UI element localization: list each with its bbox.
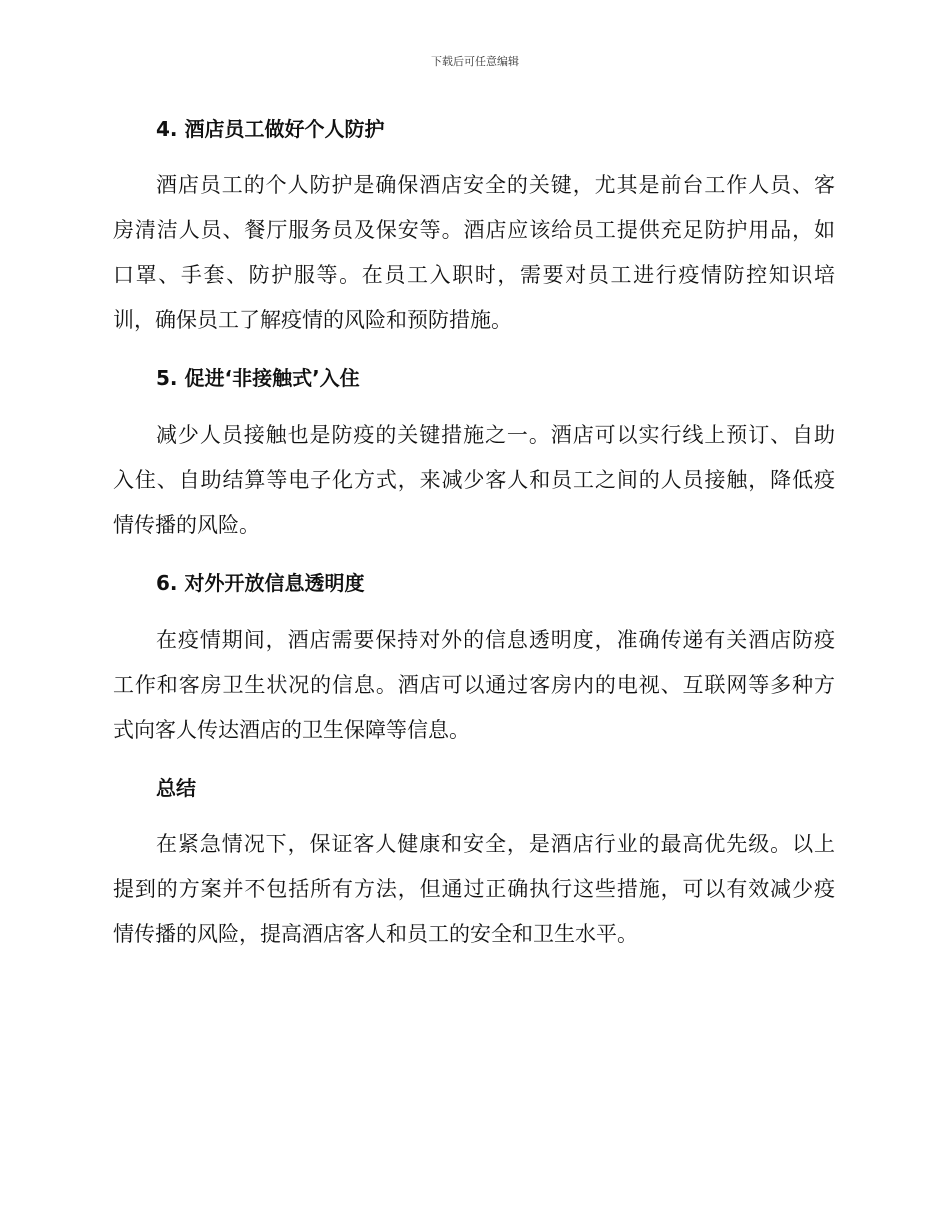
paragraph-line: 在紧急情况下，保证客人健康和安全，是酒店行业的最高优先级。以上 (156, 832, 835, 856)
paragraph-line: 训，确保员工了解疫情的风险和预防措施。 (113, 308, 512, 332)
page-header: 下载后可任意编辑 (431, 55, 519, 68)
section-paragraph-5 (113, 413, 835, 548)
paragraph-line: 入住、自助结算等电子化方式，来减少客人和员工之间的人员接触，降低疫 (113, 468, 835, 492)
paragraph-line: 情传播的风险。 (113, 513, 260, 537)
paragraph-line: 口罩、手套、防护服等。在员工入职时，需要对员工进行疫情防控知识培 (113, 263, 835, 287)
paragraph-line: 酒店员工的个人防护是确保酒店安全的关键，尤其是前台工作人员、客 (156, 173, 835, 197)
section-heading-4: 4. 酒店员工做好个人防护 (156, 117, 385, 141)
paragraph-line: 提到的方案并不包括所有方法，但通过正确执行这些措施，可以有效减少疫 (113, 877, 835, 901)
summary-heading: 总结 (156, 776, 196, 800)
section-paragraph-4 (113, 163, 835, 343)
section-heading-5: 5. 促进‘非接触式’入住 (156, 366, 360, 390)
section-heading-6: 6. 对外开放信息透明度 (156, 571, 365, 595)
paragraph-line: 式向客人传达酒店的卫生保障等信息。 (113, 718, 470, 742)
section-paragraph-6 (113, 618, 835, 753)
paragraph-line: 减少人员接触也是防疫的关键措施之一。酒店可以实行线上预订、自助 (156, 423, 835, 447)
paragraph-line: 情传播的风险，提高酒店客人和员工的安全和卫生水平。 (113, 922, 638, 946)
paragraph-line: 房清洁人员、餐厅服务员及保安等。酒店应该给员工提供充足防护用品，如 (113, 218, 835, 242)
paragraph-line: 工作和客房卫生状况的信息。酒店可以通过客房内的电视、互联网等多种方 (113, 673, 835, 697)
paragraph-line: 在疫情期间，酒店需要保持对外的信息透明度，准确传递有关酒店防疫 (156, 628, 835, 652)
summary-paragraph (113, 822, 835, 957)
